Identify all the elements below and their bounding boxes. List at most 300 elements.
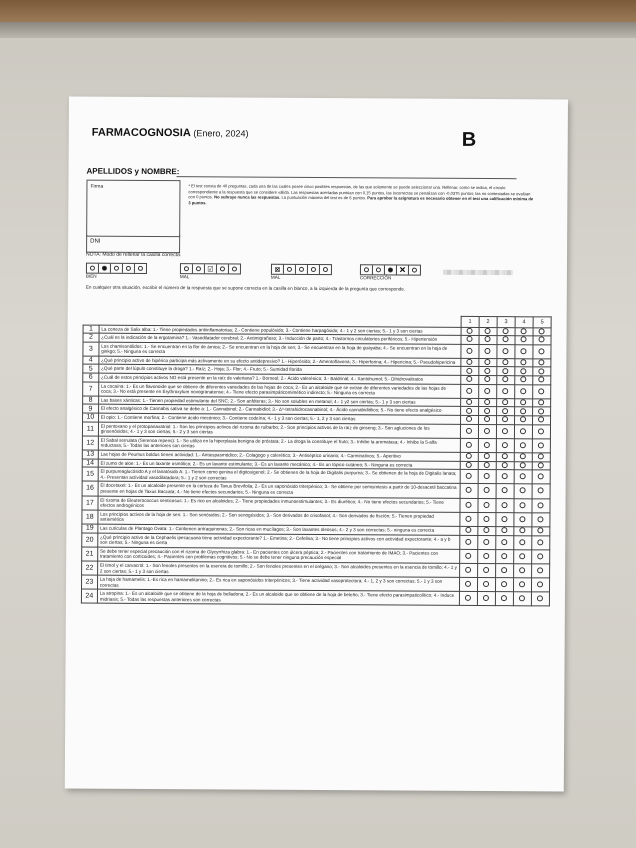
answer-cell — [497, 336, 515, 345]
answer-cell — [478, 438, 496, 452]
question-text: ¿Qué principio activo de la Cephaelis ipecacuana tiene actividad expectorante? 1.- Emetina; 2.- Cefelina; 3.- No tiene principios activos con actividad expectorante; 4.- a y b son ciertas; 5.- Ninguna es cierta — [98, 533, 460, 549]
answer-bubble-1[interactable] — [465, 581, 471, 587]
answer-bubble-4[interactable] — [520, 442, 526, 448]
answer-cell — [461, 344, 479, 358]
answer-cell — [477, 592, 495, 606]
answer-cell — [533, 327, 551, 336]
answer-bubble-1[interactable] — [466, 502, 472, 508]
answer-bubble-5[interactable] — [538, 474, 544, 480]
answer-bubble-2[interactable] — [483, 581, 489, 587]
question-number[interactable]: 22 — [82, 561, 98, 575]
answer-bubble-2[interactable] — [485, 368, 491, 374]
answer-cell — [497, 398, 515, 407]
answer-bubble-5[interactable] — [538, 442, 544, 448]
answer-bubble-2[interactable] — [484, 428, 490, 434]
exam-title-text: FARMACOGNOSIA — [91, 126, 191, 140]
question-text: El rizoma de Eleuterococcus senticosus: 1.- Es rico en alcaloides; 2.- Tiene propiedades inmunoestimulantes; 3.- Es diurético; 4.- No tiene efectos secundarios; 5.- Tiene efectos androgénicos — [98, 496, 460, 512]
answer-bubble-3[interactable] — [501, 581, 507, 587]
answer-cell — [515, 327, 533, 336]
answer-cell — [533, 376, 551, 385]
answer-bubble-2[interactable] — [484, 539, 490, 545]
answer-cell — [515, 359, 533, 368]
answer-bubble-5[interactable] — [538, 502, 544, 508]
answer-bubble-2[interactable] — [483, 567, 489, 573]
dni-label: DNI — [90, 238, 101, 245]
question-number[interactable]: 1 — [83, 325, 99, 334]
answer-cell — [459, 577, 477, 591]
answer-cell — [460, 398, 478, 407]
answer-cell — [514, 439, 532, 453]
answer-bubble-4[interactable] — [520, 516, 526, 522]
answer-cell — [479, 367, 497, 376]
exam-sheet — [65, 96, 568, 791]
answer-bubble-2[interactable] — [485, 348, 491, 354]
fill-note: NOTA: Modo de rellenar la casilla correcta. — [86, 251, 182, 259]
answer-bubble-2[interactable] — [484, 416, 490, 422]
question-text: El opio: 1.- Contiene morfina; 2.- Contiene ácido mecónico; 3.- Contiene codeína; 4.- 1 y 3 son ciertas; 5.- 1, 2 y 3 son ciertas — [98, 413, 460, 424]
exam-date: (Enero, 2024) — [193, 128, 249, 139]
answer-bubble-3[interactable] — [502, 516, 508, 522]
answer-cell — [532, 470, 550, 484]
example-label-bien: BIEN — [85, 273, 97, 279]
answer-bubble-1[interactable] — [466, 539, 472, 545]
answer-col-3: 3 — [497, 317, 515, 328]
question-number[interactable]: 5 — [83, 365, 99, 374]
answer-bubble-1[interactable] — [465, 567, 471, 573]
answer-bubble-4[interactable] — [521, 377, 527, 383]
answer-bubble-1[interactable] — [466, 442, 472, 448]
answer-bubble-5[interactable] — [537, 596, 543, 602]
answer-cell — [461, 375, 479, 384]
answer-bubble-3[interactable] — [503, 337, 509, 343]
answer-cell — [478, 512, 496, 526]
answer-cell — [461, 384, 479, 398]
answer-cell — [459, 563, 477, 577]
answer-cell — [461, 358, 479, 367]
answer-cell — [478, 535, 496, 549]
answer-cell — [515, 336, 533, 345]
example-correccion: ✕ — [360, 264, 421, 275]
answer-bubble-5[interactable] — [538, 462, 544, 468]
answer-cell — [496, 416, 514, 425]
answer-bubble-1[interactable] — [467, 376, 473, 382]
answer-cell — [460, 424, 478, 438]
answer-cell — [497, 384, 515, 398]
answer-cell — [533, 384, 551, 398]
answer-bubble-4[interactable] — [520, 488, 526, 494]
answer-cell — [514, 498, 532, 512]
question-text: ¿Cuál de estos principios activos NO está presente en la raíz de valeriana? 1.- Borneol; 2.- Ácido valerénico; 3.- Baldrinal; 4.- Xantohumol; 5.- Dihidrovaltratos — [99, 373, 461, 384]
exam-model-letter: B — [461, 128, 477, 151]
answer-cell — [478, 470, 496, 484]
answer-bubble-4[interactable] — [519, 581, 525, 587]
answer-bubble-1[interactable] — [466, 462, 472, 468]
question-number[interactable]: 19 — [82, 524, 98, 533]
answer-bubble-5[interactable] — [539, 399, 545, 405]
blurred-region — [443, 270, 513, 275]
answer-bubble-1[interactable] — [466, 453, 472, 459]
question-number[interactable]: 9 — [83, 405, 99, 414]
answer-cell — [459, 592, 477, 606]
question-text: ¿Qué parte del lúpulo constituye la droga? 1.- Raíz; 2.- Hoja; 3.- Flor; 4.- Fruto; 5.- Sumidad florida — [99, 365, 461, 376]
answer-cell — [497, 327, 515, 336]
answer-cell — [496, 461, 514, 470]
answer-cell — [477, 578, 495, 592]
answer-bubble-2[interactable] — [484, 473, 490, 479]
answer-bubble-3[interactable] — [501, 596, 507, 602]
answer-bubble-4[interactable] — [520, 462, 526, 468]
answer-cell — [532, 550, 550, 564]
answer-cell — [460, 512, 478, 526]
answer-bubble-3[interactable] — [502, 488, 508, 494]
answer-bubble-1[interactable] — [466, 416, 472, 422]
example-label-mal-1: MAL — [179, 274, 190, 280]
instructions-text: * El test consta de 40 preguntas, cada una de las cuales posee cinco posibles respuestas, de las que solamente se puede seleccionar una. Rellenar, como se indica, el círculo correspondiente a la respuesta que se considere válida. Las respuestas acertadas puntúan con 0,15 puntos, las incorrectas se penalizan con -0,0375 puntos; las no contestadas se evalúan con 0 puntos. — [188, 183, 531, 200]
signature-box[interactable] — [86, 180, 180, 238]
question-text: El efecto analgésico de Cannabis sativa se debe a: 1.- Cannabinol; 2.- Cannabidiol; 3.- Δ⁹-tetrahidrocannabinol; 4.- Ácido cannabidiólico; 5.- No tiene efecto analgésico — [98, 405, 460, 416]
answer-bubble-5[interactable] — [539, 388, 545, 394]
answer-cell — [495, 578, 513, 592]
answer-col-1: 1 — [461, 316, 479, 327]
question-number[interactable]: 24 — [81, 589, 97, 603]
answer-cell — [532, 453, 550, 462]
answer-bubble-2[interactable] — [483, 595, 489, 601]
question-text: ¿Cuál es la indicación de la ergotamina? 1.- Vasodilatador cerebral; 2.- Antimigrañoso; 3.- Inducción de parto; 4.- Trastornos circulatorios periféricos; 5.- Hipertensión — [99, 333, 461, 344]
question-number[interactable]: 17 — [82, 496, 98, 510]
answer-bubble-2[interactable] — [484, 516, 490, 522]
answer-bubble-5[interactable] — [538, 488, 544, 494]
question-text: La corteza de Salix alba: 1.- Tiene propiedades antiinflamatorias; 2.- Contiene populósido; 3.- Contiene harpagósido; 4.- 1 y 2 son ciertas; 5.- 1 y 3 son ciertas — [99, 325, 461, 336]
answer-bubble-5[interactable] — [538, 567, 544, 573]
answer-bubble-4[interactable] — [520, 502, 526, 508]
answer-cell — [532, 564, 550, 578]
question-text: La cocaína: 1.- Es un flavonoide que se obtiene de diferentes variedades de las hojas de coca; 2.- Es un alcaloide que se extrae de diferentes variedades de las hojas de coca; 3.- No está presente en Erythroxylum novogranatense; 4.- Tiene efecto parasimpáticomimético indirecto; 5.- Ninguna es correcta — [98, 382, 460, 398]
question-text: El timol y el carvacrol: 1.- Son fenoles presentes en la esencia de tomillo; 2.- Son fenoles presentes en el orégano; 3.- Son alcaloides presentes en la esencia de tomillo; 4.- 1 y 2 son ciertas; 5.- 1 y 3 son ciertas — [97, 561, 459, 577]
example-mal-cross: ⊠ — [271, 264, 332, 275]
answer-bubble-2[interactable] — [484, 553, 490, 559]
answer-bubble-2[interactable] — [484, 462, 490, 468]
question-number[interactable]: 4 — [83, 356, 99, 365]
answer-cell — [496, 498, 514, 512]
answer-cell — [514, 549, 532, 563]
answer-cell — [532, 416, 550, 425]
answer-cell — [495, 592, 513, 606]
answer-cell — [515, 399, 533, 408]
question-text: El docetaxel: 1.- Es un alcaloide presente en la corteza de Taxus Brevifolia; 2.- Es un saponósido triterpénico; 3.- Se obtiene por semisíntesis a partir de 10-desacetil baccatina presente en hojas de Taxus Baccata; 4.- No tiene efectos secundarios; 5.- Ninguna es correcta — [98, 482, 460, 498]
answer-cell — [478, 416, 496, 425]
answer-cell — [496, 549, 514, 563]
answer-bubble-1[interactable] — [467, 336, 473, 342]
answer-cell — [514, 484, 532, 498]
question-text: Los principios activos de la hoja de sen: 1.- Son senósidos; 2.- Son senogésidos; 3.- Son derivados de crisofanol; 4.- Son derivados de fiscíón; 5.- Tienen propiedad antiemética — [98, 510, 460, 526]
answer-bubble-5[interactable] — [539, 337, 545, 343]
answer-bubble-3[interactable] — [502, 473, 508, 479]
answer-bubble-4[interactable] — [520, 539, 526, 545]
answer-bubble-5[interactable] — [538, 417, 544, 423]
answer-bubble-1[interactable] — [466, 408, 472, 414]
answer-bubble-3[interactable] — [502, 539, 508, 545]
answer-cell — [496, 512, 514, 526]
question-number[interactable]: 11 — [82, 422, 98, 436]
answer-bubble-4[interactable] — [521, 337, 527, 343]
answer-bubble-3[interactable] — [503, 376, 509, 382]
question-text: La atropina: 1.- Es un alcaloide que se obtiene de la hoja de belladona; 2.- Es un alcaloide que se obtiene de la hoja de beleño; 3.- Tiene efecto parasimpaticolítico; 4.- Induce midriasis; 5.- Todas las respuestas anteriores son correctas — [97, 589, 459, 605]
answer-cell — [532, 439, 550, 453]
answer-bubble-4[interactable] — [521, 348, 527, 354]
answer-bubble-4[interactable] — [520, 474, 526, 480]
answer-cell — [515, 384, 533, 398]
signature-label: Firma — [90, 183, 104, 190]
answer-cell — [496, 484, 514, 498]
question-number[interactable]: 16 — [82, 481, 98, 495]
example-label-mal-2: MAL — [270, 274, 281, 280]
answer-bubble-2[interactable] — [484, 527, 490, 533]
question-number[interactable]: 21 — [82, 547, 98, 561]
answer-cell — [513, 564, 531, 578]
table-shadow — [0, 22, 636, 38]
answer-bubble-5[interactable] — [539, 328, 545, 334]
instructions-pass: Para aprobar la asignatura es necesario obtener en el test una calificación mínima de 3 puntos. — [188, 195, 534, 206]
answer-cell — [513, 578, 531, 592]
answer-bubble-3[interactable] — [502, 442, 508, 448]
answer-bubble-4[interactable] — [520, 553, 526, 559]
answer-bubble-4[interactable] — [520, 408, 526, 414]
answer-bubble-1[interactable] — [465, 595, 471, 601]
answer-bubble-1[interactable] — [467, 388, 473, 394]
answer-cell — [460, 452, 478, 461]
answer-cell — [532, 535, 550, 549]
answer-bubble-4[interactable] — [520, 428, 526, 434]
answer-bubble-2[interactable] — [485, 359, 491, 365]
answer-bubble-3[interactable] — [502, 416, 508, 422]
answer-bubble-2[interactable] — [484, 408, 490, 414]
answer-bubble-3[interactable] — [502, 567, 508, 573]
answer-cell — [478, 452, 496, 461]
answer-cell — [478, 424, 496, 438]
exam-title — [92, 127, 249, 140]
answer-bubble-2[interactable] — [484, 453, 490, 459]
answer-bubble-3[interactable] — [502, 502, 508, 508]
answer-cell — [477, 563, 495, 577]
question-number[interactable]: 14 — [82, 459, 98, 468]
question-number[interactable]: 2 — [83, 333, 99, 342]
question-number[interactable]: 8 — [83, 396, 99, 405]
answer-bubble-5[interactable] — [539, 368, 545, 374]
answer-col-4: 4 — [515, 317, 533, 328]
answer-cell — [497, 358, 515, 367]
answer-bubble-1[interactable] — [466, 553, 472, 559]
answer-cell — [461, 367, 479, 376]
answer-bubble-5[interactable] — [538, 528, 544, 534]
answer-cell — [532, 424, 550, 438]
answer-cell — [460, 407, 478, 416]
answer-cell — [460, 484, 478, 498]
answer-bubble-1[interactable] — [467, 368, 473, 374]
answer-cell — [479, 336, 497, 345]
answer-bubble-1[interactable] — [467, 348, 473, 354]
answer-bubble-4[interactable] — [521, 368, 527, 374]
answer-cell — [497, 376, 515, 385]
answer-bubble-2[interactable] — [484, 442, 490, 448]
answer-cell — [514, 470, 532, 484]
answer-bubble-3[interactable] — [503, 348, 509, 354]
answer-cell — [533, 359, 551, 368]
answer-bubble-4[interactable] — [521, 328, 527, 334]
answer-bubble-2[interactable] — [485, 399, 491, 405]
answer-bubble-2[interactable] — [485, 388, 491, 394]
answer-cell — [479, 358, 497, 367]
question-number[interactable]: 3 — [83, 342, 99, 356]
question-text: Los chamisonólidos: 1.- Se encuentran en la flor de árnica; 2.- Se encuentran en la hoja de sen; 3.- Se encuentran en la hoja de guayaba; 4.- Se encuentran en la hoja de ginkgo; 5.- Ninguna es correcta — [99, 342, 461, 358]
answer-bubble-5[interactable] — [538, 516, 544, 522]
answer-bubble-1[interactable] — [466, 487, 472, 493]
answer-bubble-3[interactable] — [502, 553, 508, 559]
answer-bubble-5[interactable] — [539, 360, 545, 366]
answer-col-2: 2 — [479, 316, 497, 327]
answer-cell — [515, 376, 533, 385]
question-number[interactable]: 6 — [83, 373, 99, 382]
question-number[interactable]: 13 — [82, 450, 98, 459]
answer-bubble-2[interactable] — [484, 502, 490, 508]
answer-cell — [479, 398, 497, 407]
answer-cell — [497, 367, 515, 376]
answer-cell — [478, 549, 496, 563]
answer-cell — [478, 526, 496, 535]
answer-cell — [532, 498, 550, 512]
answer-bubble-4[interactable] — [521, 399, 527, 405]
answer-cell — [514, 461, 532, 470]
answer-bubble-5[interactable] — [537, 582, 543, 588]
answer-cell — [478, 407, 496, 416]
answer-cell — [478, 498, 496, 512]
answer-bubble-4[interactable] — [521, 359, 527, 365]
answer-bubble-1[interactable] — [467, 399, 473, 405]
answer-bubble-5[interactable] — [538, 454, 544, 460]
answer-bubble-5[interactable] — [539, 408, 545, 414]
answer-bubble-3[interactable] — [502, 453, 508, 459]
question-number[interactable]: 10 — [83, 413, 99, 422]
instructions-warning: No subraye nunca las respuestas. — [214, 194, 281, 200]
wooden-table-edge — [0, 0, 636, 22]
answer-bubble-2[interactable] — [484, 487, 490, 493]
answer-cell — [496, 424, 514, 438]
question-number[interactable]: 15 — [82, 467, 98, 481]
answer-cell — [460, 526, 478, 535]
answer-cell — [496, 527, 514, 536]
answer-bubble-2[interactable] — [485, 376, 491, 382]
answer-bubble-1[interactable] — [466, 516, 472, 522]
answer-cell — [531, 592, 549, 606]
answer-cell — [496, 470, 514, 484]
answer-cell — [533, 367, 551, 376]
name-label: APELLIDOS y NOMBRE: — [86, 166, 180, 177]
question-text: Se debe tener especial precaución con el rizoma de Glycyrrhiza glabra: 1.- En pacientes con úlcera péptica; 2.- Pacientes con tratamiento de IMAO; 3.- Pacientes con tratamiento con corticoides; 4.- Pacientes con problemas cognitivos; 5.- No se debe tener ninguna precaución especial — [97, 547, 459, 563]
answer-cell — [460, 535, 478, 549]
otherwise-note: En cualquier otra situación, escribir el número de la respuesta que se supone correcta en la casilla en blanco, a la izquierda de la pregunta que corresponde. — [85, 284, 406, 292]
answer-bubble-1[interactable] — [466, 527, 472, 533]
answer-cell — [532, 527, 550, 536]
answer-bubble-3[interactable] — [502, 462, 508, 468]
answer-bubble-3[interactable] — [502, 408, 508, 414]
answer-cell — [533, 399, 551, 408]
answer-cell — [478, 484, 496, 498]
answer-bubble-4[interactable] — [520, 454, 526, 460]
answer-cell — [496, 438, 514, 452]
answer-bubble-2[interactable] — [485, 328, 491, 334]
answer-bubble-3[interactable] — [503, 368, 509, 374]
answer-cell — [515, 367, 533, 376]
answer-cell — [514, 512, 532, 526]
answer-cell — [513, 592, 531, 606]
answer-bubble-3[interactable] — [502, 527, 508, 533]
answer-bubble-3[interactable] — [502, 428, 508, 434]
answer-bubble-1[interactable] — [466, 428, 472, 434]
answer-bubble-3[interactable] — [503, 328, 509, 334]
answer-cell — [514, 416, 532, 425]
answer-bubble-4[interactable] — [521, 388, 527, 394]
answer-bubble-5[interactable] — [538, 428, 544, 434]
example-mal-check: ☑ — [180, 263, 241, 274]
answer-bubble-3[interactable] — [503, 388, 509, 394]
answer-bubble-1[interactable] — [467, 328, 473, 334]
example-label-correccion: CORRECCIÓN — [359, 275, 392, 281]
question-row — [81, 589, 549, 606]
answer-cell — [515, 344, 533, 358]
answer-cell — [460, 470, 478, 484]
dni-box[interactable] — [86, 235, 180, 254]
answer-bubble-5[interactable] — [539, 348, 545, 354]
answer-bubble-4[interactable] — [520, 567, 526, 573]
question-number[interactable]: 23 — [81, 575, 97, 589]
question-text: El zumo de aloe: 1.- Es un laxante osmótico; 2.- Es un laxante estimulante; 3.- Es un laxante mecánico; 4.- Es un tópico cutáneo; 5.- Ninguna es correcta — [98, 459, 460, 470]
answer-bubble-2[interactable] — [485, 336, 491, 342]
answer-cell — [479, 376, 497, 385]
answer-bubble-5[interactable] — [538, 553, 544, 559]
answer-bubble-4[interactable] — [519, 596, 525, 602]
answer-cell — [531, 578, 549, 592]
answer-bubble-1[interactable] — [467, 359, 473, 365]
answer-bubble-3[interactable] — [503, 359, 509, 365]
answer-cell — [460, 438, 478, 452]
question-number[interactable]: 12 — [82, 436, 98, 450]
answer-cell — [514, 407, 532, 416]
question-number[interactable]: 18 — [82, 510, 98, 524]
answer-bubble-1[interactable] — [466, 473, 472, 479]
answer-cell — [479, 384, 497, 398]
answer-cell — [496, 407, 514, 416]
answer-col-5: 5 — [533, 317, 551, 328]
question-text: ¿Qué principio activo de hipérico participa más activamente en su efecto antidepresivo? 1.- Hiperósido; 2.- Amentoflavona; 3.- Hiperforina; 4.- Hipericina; 5.- Pseudohipericina — [99, 356, 461, 367]
answer-bubble-4[interactable] — [520, 527, 526, 533]
answer-bubble-4[interactable] — [520, 417, 526, 423]
answer-cell — [514, 424, 532, 438]
question-text: El pentoxano y el protopanaxatriol: 1.- Son los principios activos del rizoma de ruibarbo; 2.- Son principios activos de la raíz de ginseng; 3.- Son agluciones de los ginsenósidos; 4.- 1 y 3 son ciertas; 5.- 2 y 3 son ciertas — [98, 422, 460, 438]
answer-bubble-3[interactable] — [503, 399, 509, 405]
name-field[interactable] — [177, 176, 517, 179]
instructions — [188, 183, 533, 207]
question-number[interactable]: 20 — [82, 533, 98, 547]
answer-bubble-5[interactable] — [539, 377, 545, 383]
question-number[interactable]: 7 — [83, 382, 99, 396]
answer-cell — [514, 527, 532, 536]
answer-cell — [532, 484, 550, 498]
question-text: Las hojas de Peumus boldus tienen actividad: 1.- Antiespasmódico; 2.- Colagogo y colerético; 3.- Antiséptico urinario; 4.- Carminativos; 5.- Aperitivo — [98, 450, 460, 461]
answer-bubble-5[interactable] — [538, 539, 544, 545]
question-text: Las cutículas de Plantago Ovata: 1.- Contienen antraquinonas; 2.- Son ricas en mucílagos; 3.- Son laxantes oleosos; 4.- 2 y 3 son correctas; 5.- ninguna es correcta — [98, 524, 460, 535]
question-text: La hoja de hamamelis: 1.-Es rica en hamamelitanino; 2.- Es rica en saponósidos triterpénicos; 3.- Tiene actividad vasoprotectora; 4.- 1, 2 y 3 son correctas; 5.- 1 y 3 son correctas — [97, 575, 459, 591]
answer-cell — [461, 327, 479, 336]
answer-cell — [460, 498, 478, 512]
